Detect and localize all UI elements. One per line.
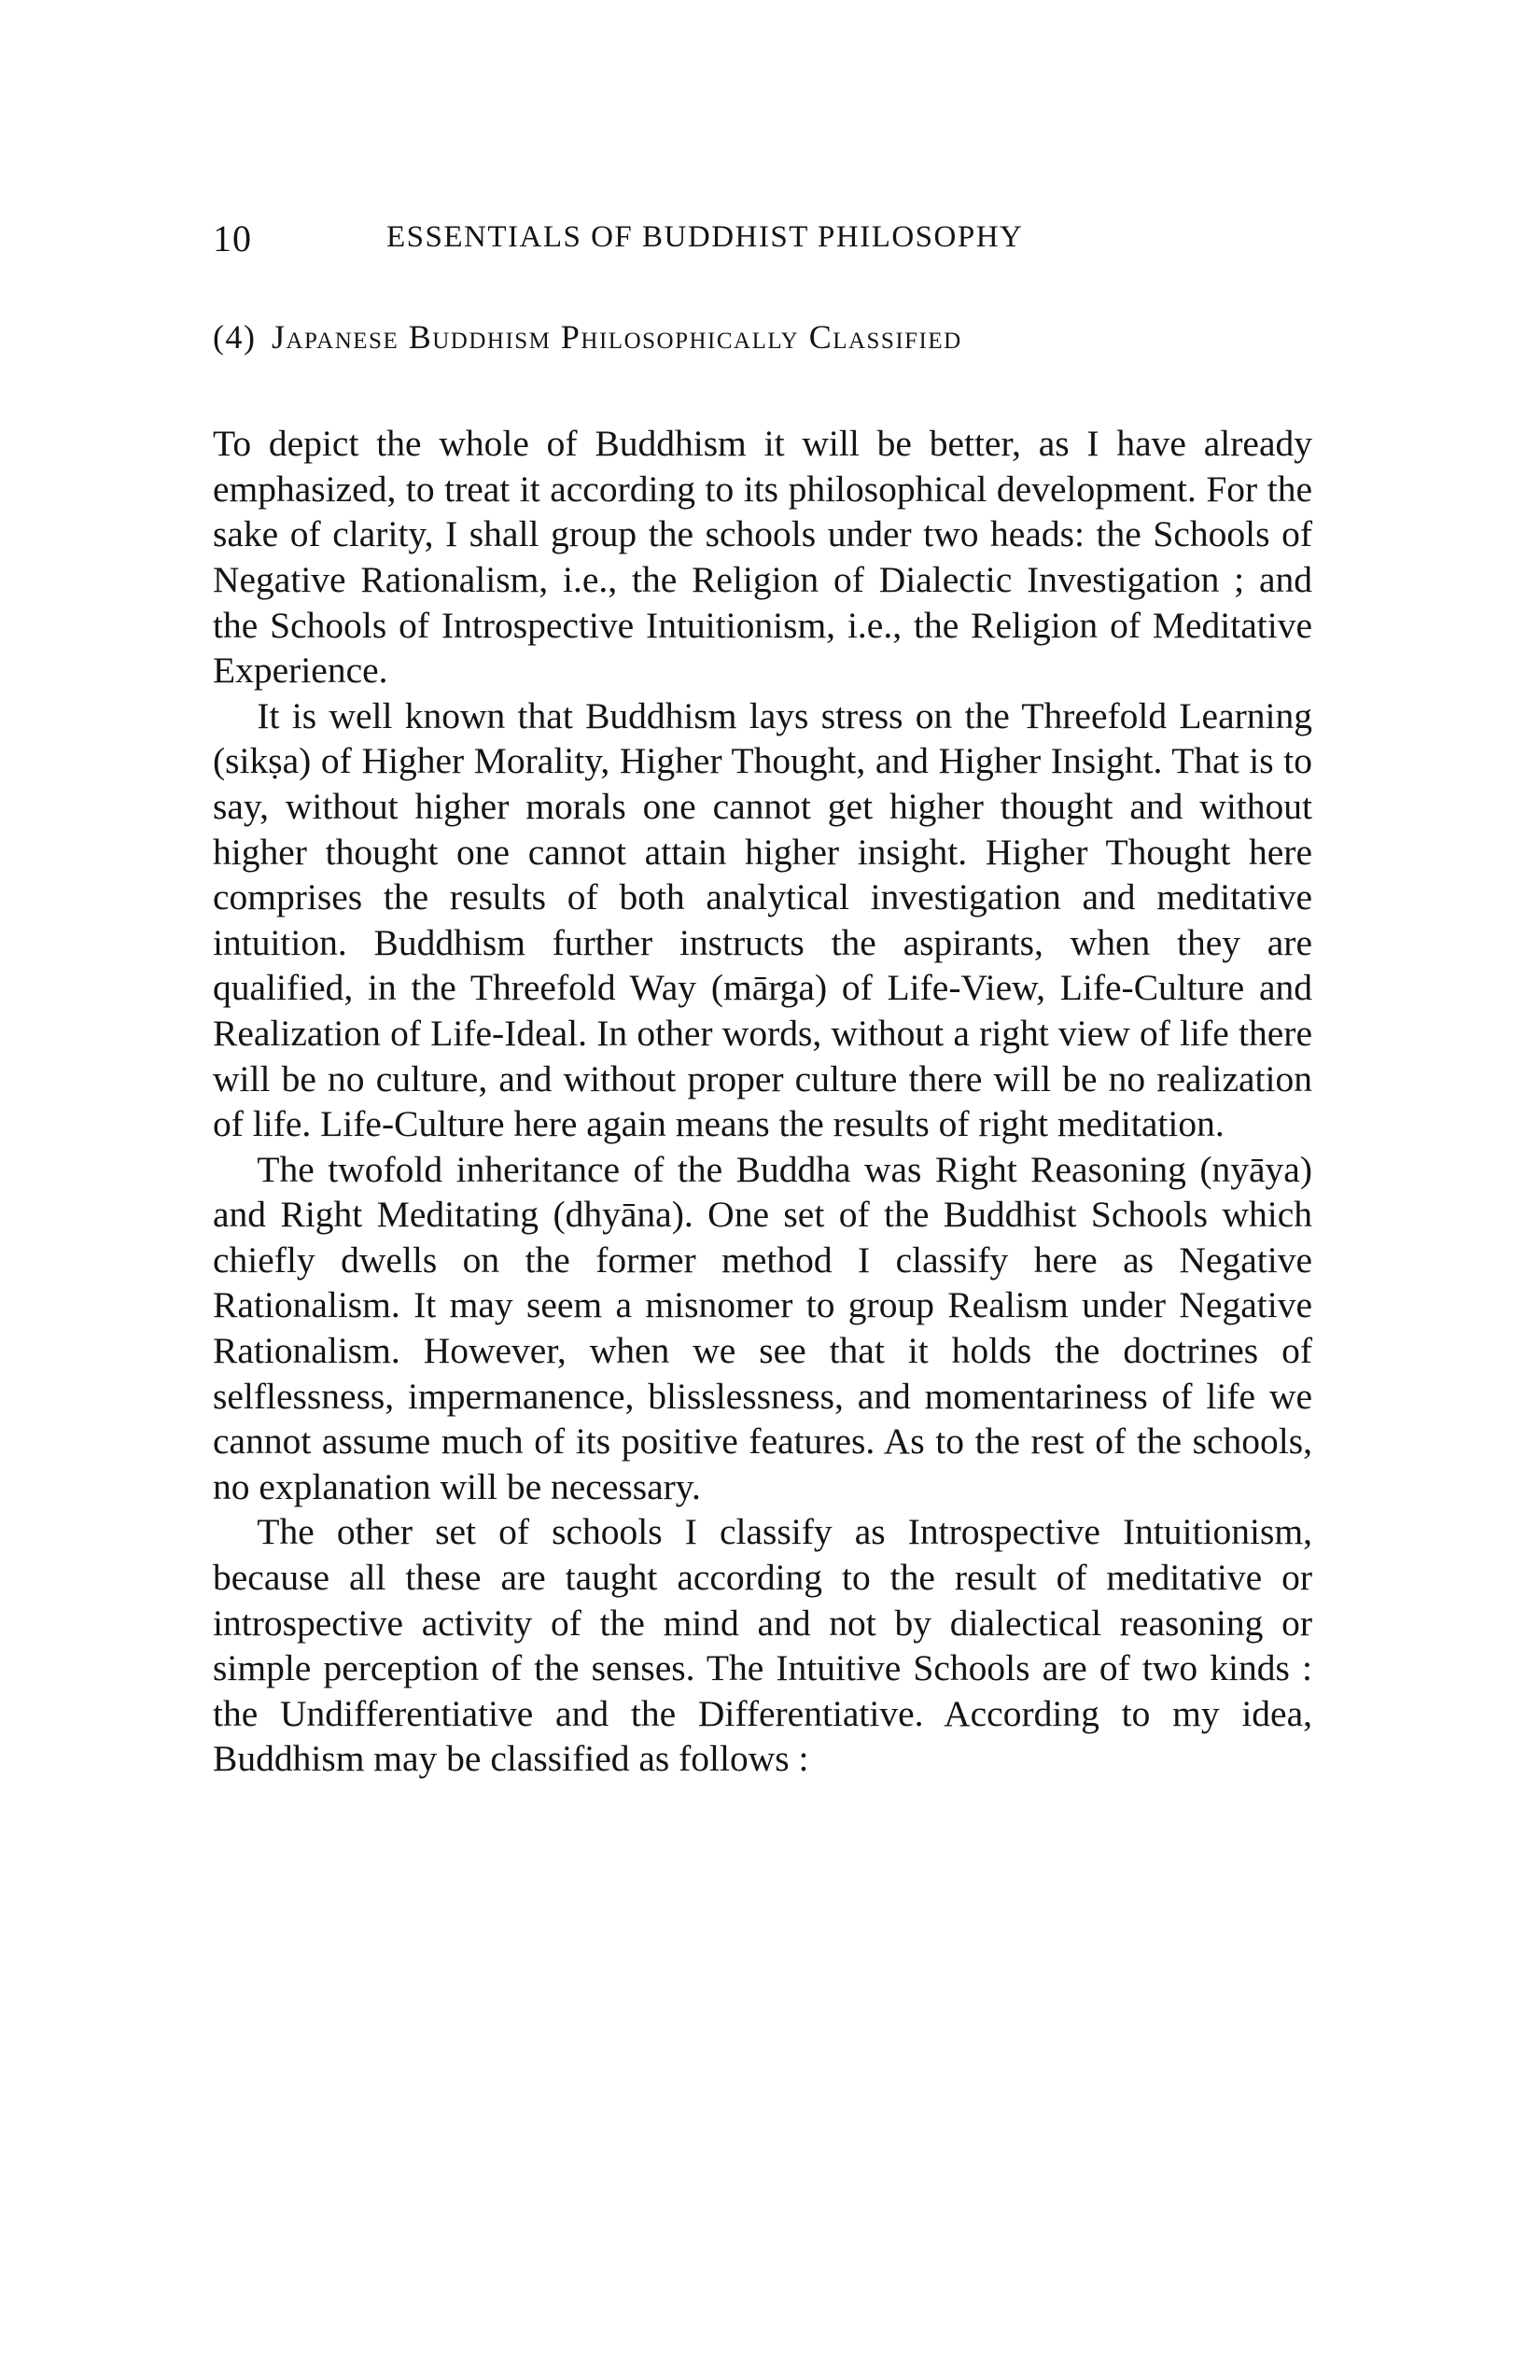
section-heading: [213, 317, 1312, 357]
section-title: Japanese Buddhism Philosophically Classified: [271, 318, 962, 356]
paragraph: To depict the whole of Buddhism it will be better, as I have already emphasized, to treat it according to its philosophical development. For the sake of clarity, I shall group the schools under two heads: the Schools of Negative Rationalism, i.e., the Religion of Dialectic Investigation ; and the Schools of Introspective Intuitionism, i.e., the Religion of Meditative Experience.: [213, 423, 1312, 692]
running-head-title: ESSENTIALS OF BUDDHIST PHILOSOPHY: [386, 220, 1024, 254]
running-head: [213, 217, 1312, 263]
paragraph: The twofold inheritance of the Buddha was Right Reasoning (nyāya) and Right Meditating (dhyāna). One set of the Buddhist Schools which chiefly dwells on the former method I classify here as Negative Rationalism. It may seem a misnomer to group Realism under Negative Rationalism. However, when we see that it holds the doctrines of selflessness, impermanence, blisslessness, and momentariness of life we cannot assume much of its positive features. As to the rest of the schools, no explanation will be necessary.: [213, 1148, 1312, 1507]
paragraph: It is well known that Buddhism lays stress on the Threefold Learning (sikṣa) of Higher Morality, Higher Thought, and Higher Insight. That is to say, without higher morals one cannot get higher thought and without higher thought one cannot attain higher insight. Higher Thought here comprises the results of both analytical investigation and meditative intuition. Buddhism further instructs the aspirants, when they are qualified, in the Threefold Way (mārga) of Life-View, Life-Culture and Realization of Life-Ideal. In other words, without a right view of life there will be no culture, and without proper culture there will be no realization of life. Life-Culture here again means the results of right meditation.: [213, 694, 1312, 1145]
page-number: 10: [213, 217, 252, 259]
body-text: [213, 421, 1312, 1782]
section-number: (4): [213, 318, 257, 356]
book-page: [213, 217, 1312, 1782]
paragraph: The other set of schools I classify as Introspective Intuitionism, because all these are taught according to the result of meditative or introspective activity of the mind and not by dialectical reasoning or simple perception of the senses. The Intuitive Schools are of two kinds : the Undifferentiative and the Differentiative. According to my idea, Buddhism may be classified as follows :: [213, 1511, 1312, 1780]
